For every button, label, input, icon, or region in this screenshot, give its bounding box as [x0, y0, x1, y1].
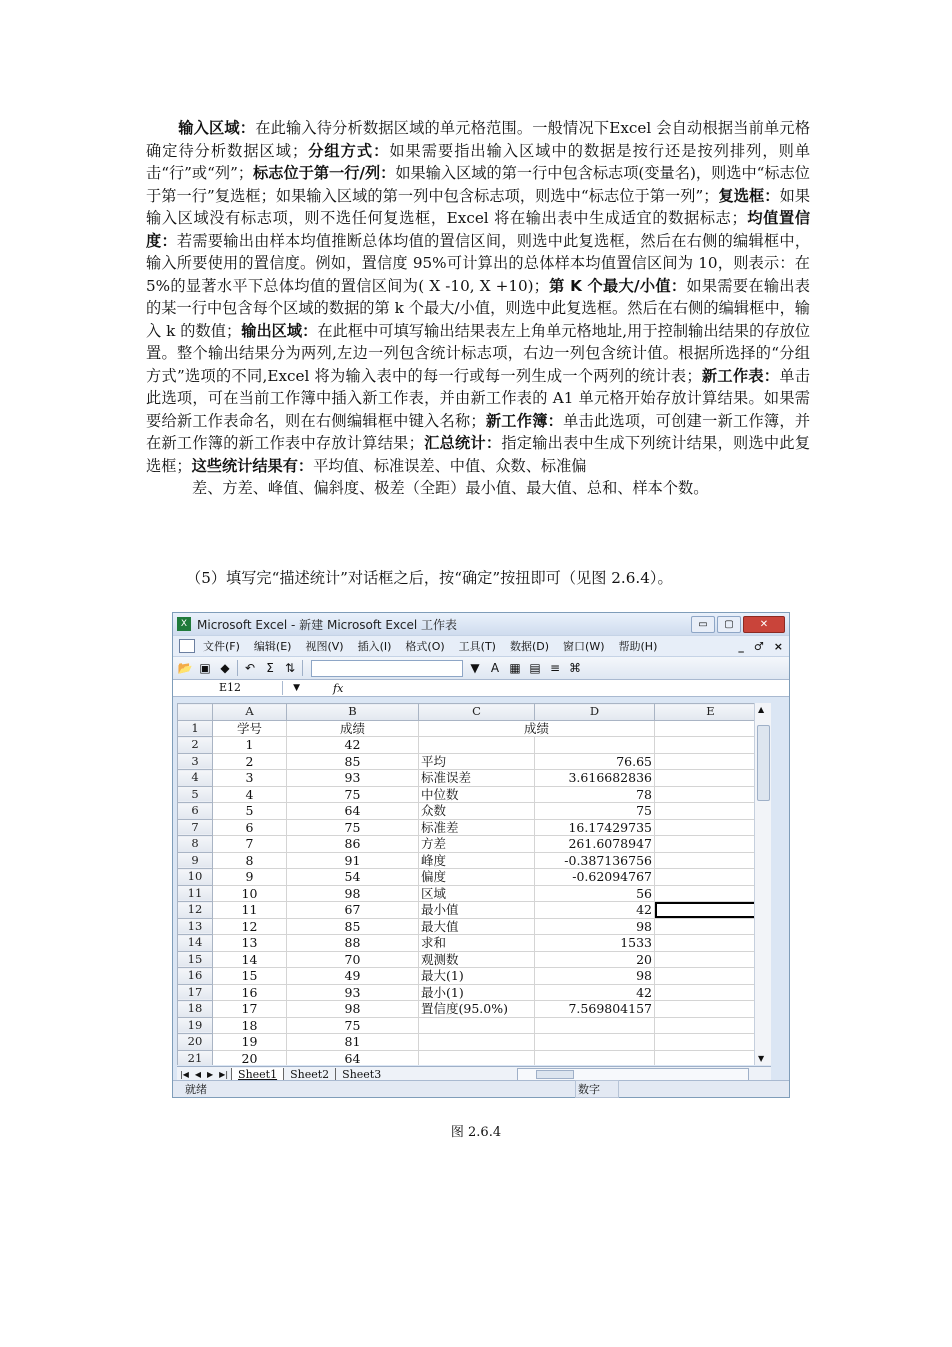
next-sheet-icon[interactable]: ▶ [207, 1069, 214, 1079]
table-row [178, 753, 767, 770]
cell[interactable]: 18 [213, 1017, 287, 1034]
row-header[interactable]: 9 [178, 852, 213, 869]
minimize-button[interactable]: ▭ [691, 616, 715, 633]
text-8: 单击此选项，可在当前工作簿中插入新工作表，并由新工作表的 A1 单元格开始存放计算结果。如果需要给新工作表命名，则在右侧编辑框中键入名称； [146, 366, 810, 430]
term-checkbox: 复选框： [718, 186, 780, 205]
title-bar [173, 613, 789, 635]
cell[interactable]: 方差 [419, 836, 535, 853]
cell[interactable]: 6 [213, 819, 287, 836]
text-1: 在此输入待分析数据区域的单元格范围。一般情况下Excel 会自动根据当前单元格确定待分析数据区域； [146, 119, 811, 160]
status-num: 数字 [575, 1080, 619, 1098]
cell[interactable]: 42 [535, 902, 655, 919]
cell[interactable]: 成绩 [287, 720, 419, 737]
table-row [178, 968, 767, 985]
menu-tools[interactable]: 工具(T) [458, 640, 496, 653]
save-icon[interactable]: ▣ [199, 661, 211, 675]
term-new-workbook: 新工作簿： [485, 411, 564, 430]
cell[interactable]: 7 [213, 836, 287, 853]
row-header[interactable]: 15 [178, 951, 213, 968]
cell[interactable]: 20 [535, 951, 655, 968]
text-5: 若需要输出由样本均值推断总体均值的置信区间，则选中此复选框，然后在右侧的编辑框中，输入所要使用的置信度。例如，置信度 95%可计算出的总体样本均值置信区间为 10，则表示：在 5%的显著水平下总体均值的置信区间为( X -10, X +10)； [146, 231, 811, 295]
cell[interactable]: 98 [535, 968, 655, 985]
term-grouping: 分组方式： [307, 141, 390, 160]
cell[interactable]: 98 [535, 918, 655, 935]
row-header[interactable]: 10 [178, 869, 213, 886]
cell[interactable]: 16 [213, 984, 287, 1001]
table-row [178, 770, 767, 787]
text-11: 平均值、标准误差、中值、众数、标准偏 [313, 456, 587, 475]
cell[interactable]: 75 [287, 1017, 419, 1034]
table-row [178, 852, 767, 869]
cell[interactable]: 2 [213, 753, 287, 770]
cell[interactable] [535, 1050, 655, 1065]
cell[interactable] [655, 819, 767, 836]
sort-ascending-icon[interactable]: ⇅ [284, 661, 296, 675]
sheet-tab-2[interactable]: Sheet2 [283, 1068, 335, 1081]
figure-caption: 图 2.6.4 [450, 1125, 502, 1140]
vertical-scrollbar[interactable] [754, 703, 771, 1065]
open-icon[interactable]: 📂 [177, 661, 193, 675]
sheet-tabs-bar [177, 1066, 771, 1081]
table-row [178, 786, 767, 803]
table-row [178, 836, 767, 853]
cell[interactable]: 85 [287, 918, 419, 935]
term-kth: 第 K 个最大/小值： [548, 276, 687, 295]
table-row [178, 885, 767, 902]
row-header[interactable]: 12 [178, 902, 213, 919]
row-header[interactable]: 11 [178, 885, 213, 902]
cell[interactable] [419, 1050, 535, 1065]
table-row [178, 819, 767, 836]
undo-icon[interactable]: ↶ [244, 661, 256, 675]
table-row [178, 803, 767, 820]
standard-toolbar [173, 656, 789, 680]
cell[interactable]: 98 [287, 1001, 419, 1018]
menu-file[interactable]: 文件(F) [203, 640, 240, 653]
cell[interactable]: 42 [535, 984, 655, 1001]
cell[interactable] [419, 737, 535, 754]
row-header[interactable]: 20 [178, 1034, 213, 1051]
text-9: 单击此选项，可创建一新工作簿，并在新工作簿的新工作表中存放计算结果； [146, 411, 811, 452]
menu-edit[interactable]: 编辑(E) [253, 640, 292, 653]
column-header-selected[interactable]: E [655, 704, 767, 721]
table-row [178, 737, 767, 754]
hscroll-thumb[interactable] [536, 1070, 574, 1079]
first-sheet-icon[interactable]: |◀ [180, 1069, 189, 1079]
cell[interactable]: 8 [213, 852, 287, 869]
table-row [178, 1001, 767, 1018]
cell[interactable] [419, 1034, 535, 1051]
excel-app-icon: X [177, 617, 191, 631]
cell[interactable]: 67 [287, 902, 419, 919]
cell[interactable]: 16.17429735 [535, 819, 655, 836]
cell[interactable]: 20 [213, 1050, 287, 1065]
worksheet-grid[interactable] [177, 703, 771, 1065]
cell[interactable] [655, 786, 767, 803]
cell[interactable]: 76.65 [535, 753, 655, 770]
step-5: （5）填写完“描述统计”对话框之后，按“确定”按扭即可（见图 2.6.4）。 [186, 569, 673, 587]
cell-merged-header[interactable]: 成绩 [419, 720, 655, 737]
cell[interactable]: 偏度 [419, 869, 535, 886]
cell[interactable]: 17 [213, 1001, 287, 1018]
text-last-line: 差、方差、峰值、偏斜度、极差（全距）最小值、最大值、总和、样本个数。 [192, 479, 709, 497]
cell[interactable]: 中位数 [419, 786, 535, 803]
cell[interactable]: 98 [287, 885, 419, 902]
cell[interactable] [655, 869, 767, 886]
term-output-range: 输出区域： [241, 321, 318, 340]
cell[interactable]: 最大值 [419, 918, 535, 935]
fill-color-icon[interactable]: ▼ [470, 661, 480, 675]
row-header[interactable]: 7 [178, 819, 213, 836]
menu-bar [173, 635, 789, 656]
cell[interactable]: 54 [287, 869, 419, 886]
table-row [178, 902, 767, 919]
column-header[interactable]: C [419, 704, 535, 721]
cell[interactable]: 85 [287, 753, 419, 770]
doc-minimize-button[interactable]: _ [738, 639, 744, 653]
cell[interactable]: 3 [213, 770, 287, 787]
cell[interactable]: 最小(1) [419, 984, 535, 1001]
cell[interactable]: 区域 [419, 885, 535, 902]
cell[interactable]: 64 [287, 1050, 419, 1065]
cell[interactable]: 75 [287, 786, 419, 803]
cell[interactable]: 最大(1) [419, 968, 535, 985]
cell[interactable] [655, 737, 767, 754]
row-header[interactable]: 3 [178, 753, 213, 770]
scroll-up-icon[interactable]: ▲ [758, 705, 765, 714]
toolbar-separator [237, 660, 238, 676]
cell[interactable]: 观测数 [419, 951, 535, 968]
cell[interactable]: 5 [213, 803, 287, 820]
menu-format[interactable]: 格式(O) [405, 640, 445, 653]
cell[interactable] [655, 1034, 767, 1051]
cell[interactable]: 10 [213, 885, 287, 902]
cell[interactable] [655, 720, 767, 737]
text-6: 如果需要在输出表的某一行中包含每个区域的数据的第 k 个最大/小值，则选中此复选框。然后在右侧的编辑框中，输入 k 的数值； [146, 276, 810, 340]
cell[interactable]: 7.569804157 [535, 1001, 655, 1018]
horizontal-scrollbar[interactable] [517, 1068, 749, 1081]
cell[interactable]: 49 [287, 968, 419, 985]
row-header[interactable]: 14 [178, 935, 213, 952]
excel-window [172, 612, 790, 1098]
cell[interactable]: 75 [535, 803, 655, 820]
cell[interactable]: 93 [287, 984, 419, 1001]
table-row [178, 869, 767, 886]
cell[interactable] [655, 836, 767, 853]
borders-icon[interactable]: ▦ [509, 661, 521, 675]
row-header[interactable]: 1 [178, 720, 213, 737]
cell[interactable] [655, 885, 767, 902]
text-4: 如果输入区域没有标志项，则不选任何复选框，Excel 将在输出表中生成适宜的数据标志； [146, 186, 811, 227]
active-cell[interactable] [655, 902, 767, 919]
toolbar-separator [302, 660, 303, 676]
font-name-select[interactable] [311, 660, 463, 677]
menu-help[interactable]: 帮助(H) [618, 640, 658, 653]
table-row [178, 1034, 767, 1051]
link-icon[interactable]: ⌘ [569, 661, 581, 675]
cell[interactable]: 42 [287, 737, 419, 754]
scroll-down-icon[interactable]: ▼ [758, 1054, 765, 1063]
term-confidence: 均值置信度： [146, 209, 811, 250]
cell[interactable]: 峰度 [419, 852, 535, 869]
cell[interactable]: 标准误差 [419, 770, 535, 787]
cell[interactable]: 3.616682836 [535, 770, 655, 787]
table-row [178, 1017, 767, 1034]
cell[interactable]: 众数 [419, 803, 535, 820]
workbook-icon[interactable] [179, 639, 195, 653]
sheet-table [177, 703, 767, 1065]
menu-view[interactable]: 视图(V) [305, 640, 344, 653]
cell[interactable] [535, 1034, 655, 1051]
cell[interactable]: 64 [287, 803, 419, 820]
row-header[interactable]: 13 [178, 918, 213, 935]
cell[interactable]: 81 [287, 1034, 419, 1051]
text-7: 在此框中可填写输出结果表左上角单元格地址,用于控制输出结果的存放位置。整个输出结果分为两列,左边一列包含统计标志项，右边一列包含统计值。根据所选择的“分组方式”选项的不同,Excel 将为输入表中的每一行或每一列生成一个两列的统计表； [146, 321, 811, 385]
row-header[interactable]: 4 [178, 770, 213, 787]
scroll-thumb[interactable] [757, 725, 770, 801]
cell[interactable] [655, 984, 767, 1001]
cell[interactable] [655, 951, 767, 968]
permission-icon[interactable]: ◆ [220, 661, 230, 675]
row-header[interactable]: 19 [178, 1017, 213, 1034]
last-sheet-icon[interactable]: ▶| [219, 1069, 229, 1079]
name-box-value: E12 [219, 681, 242, 694]
column-header[interactable]: D [535, 704, 655, 721]
chevron-down-icon[interactable]: ▼ [293, 683, 300, 693]
row-header[interactable]: 18 [178, 1001, 213, 1018]
window-title: Microsoft Excel - 新建 Microsoft Excel 工作表 [197, 617, 458, 632]
cell[interactable]: 78 [535, 786, 655, 803]
cell[interactable] [655, 803, 767, 820]
cell[interactable]: 最小值 [419, 902, 535, 919]
doc-restore-button[interactable]: ♂ [753, 639, 764, 653]
row-header[interactable]: 6 [178, 803, 213, 820]
autosum-icon[interactable]: Σ [266, 661, 274, 675]
cell[interactable]: 19 [213, 1034, 287, 1051]
cell[interactable]: 学号 [213, 720, 287, 737]
cell[interactable]: 91 [287, 852, 419, 869]
cell[interactable]: 70 [287, 951, 419, 968]
cell[interactable]: -0.387136756 [535, 852, 655, 869]
cell[interactable] [655, 1050, 767, 1065]
row-header[interactable]: 8 [178, 836, 213, 853]
cell[interactable] [535, 1017, 655, 1034]
name-box[interactable] [173, 681, 300, 695]
font-color-icon[interactable]: A [490, 661, 500, 675]
cell[interactable]: 1533 [535, 935, 655, 952]
cell[interactable]: 求和 [419, 935, 535, 952]
cell[interactable] [655, 918, 767, 935]
row-header[interactable]: 16 [178, 968, 213, 985]
cell[interactable]: 261.6078947 [535, 836, 655, 853]
cell[interactable] [655, 753, 767, 770]
term-new-sheet: 新工作表： [701, 366, 780, 385]
cell[interactable]: 88 [287, 935, 419, 952]
cell[interactable]: 14 [213, 951, 287, 968]
cell[interactable] [655, 852, 767, 869]
formula-bar [173, 680, 789, 697]
cell[interactable] [655, 770, 767, 787]
cell[interactable] [655, 1017, 767, 1034]
row-header[interactable]: 17 [178, 984, 213, 1001]
cell[interactable]: 86 [287, 836, 419, 853]
status-bar [173, 1080, 789, 1097]
cell[interactable]: 75 [287, 819, 419, 836]
row-header[interactable]: 5 [178, 786, 213, 803]
cell[interactable] [655, 935, 767, 952]
text-2: 如果需要指出输入区域中的数据是按行还是按列排列，则单击“行”或“列”； [146, 141, 811, 182]
cell[interactable]: 9 [213, 869, 287, 886]
cell[interactable] [419, 1017, 535, 1034]
maximize-button[interactable]: ▢ [717, 616, 741, 633]
table-row [178, 951, 767, 968]
close-button[interactable]: ✕ [743, 616, 785, 633]
prev-sheet-icon[interactable]: ◀ [194, 1069, 202, 1079]
row-header[interactable]: 2 [178, 737, 213, 754]
cell[interactable]: 13 [213, 935, 287, 952]
cell[interactable] [655, 1001, 767, 1018]
table-row [178, 1050, 767, 1065]
menu-data[interactable]: 数据(D) [509, 640, 550, 653]
text-10: 指定输出表中生成下列统计结果，则选中此复选框； [146, 434, 811, 475]
status-ready: 就绪 [185, 1083, 207, 1096]
cell[interactable] [655, 968, 767, 985]
cell[interactable]: 1 [213, 737, 287, 754]
cell[interactable]: 56 [535, 885, 655, 902]
cell[interactable]: 12 [213, 918, 287, 935]
column-header[interactable]: A [213, 704, 287, 721]
table-row [178, 918, 767, 935]
table-row [178, 984, 767, 1001]
term-input-range: 输入区域： [178, 119, 256, 137]
menu-window[interactable]: 窗口(W) [563, 640, 605, 653]
indent-icon[interactable]: ≡ [549, 661, 561, 675]
row-header[interactable]: 21 [178, 1050, 213, 1065]
sheet-tab-3[interactable]: Sheet3 [335, 1068, 387, 1081]
cell[interactable]: 置信度(95.0%) [419, 1001, 535, 1018]
fx-icon[interactable]: fx [333, 681, 344, 695]
cell[interactable]: 4 [213, 786, 287, 803]
cell[interactable] [535, 737, 655, 754]
cell[interactable]: -0.62094767 [535, 869, 655, 886]
cell[interactable]: 平均 [419, 753, 535, 770]
term-labels: 标志位于第一行/列： [253, 164, 396, 182]
cell[interactable]: 15 [213, 968, 287, 985]
doc-close-button[interactable]: × [773, 639, 783, 653]
cell[interactable]: 11 [213, 902, 287, 919]
text-3: 如果输入区域的第一行中包含标志项(变量名)，则选中“标志位于第一行”复选框；如果输入区域的第一列中包含标志项，则选中“标志位于第一列”； [146, 164, 810, 205]
sheet-tab-1[interactable]: Sheet1 [231, 1068, 283, 1081]
merge-icon[interactable]: ▤ [529, 661, 541, 675]
term-results: 这些统计结果有： [191, 456, 314, 475]
column-header[interactable]: B [287, 704, 419, 721]
select-all-corner[interactable] [178, 704, 213, 721]
menu-insert[interactable]: 插入(I) [357, 640, 392, 653]
table-row [178, 935, 767, 952]
cell[interactable]: 93 [287, 770, 419, 787]
term-summary: 汇总统计： [423, 434, 502, 452]
cell[interactable]: 标准差 [419, 819, 535, 836]
description-paragraph [146, 117, 810, 500]
